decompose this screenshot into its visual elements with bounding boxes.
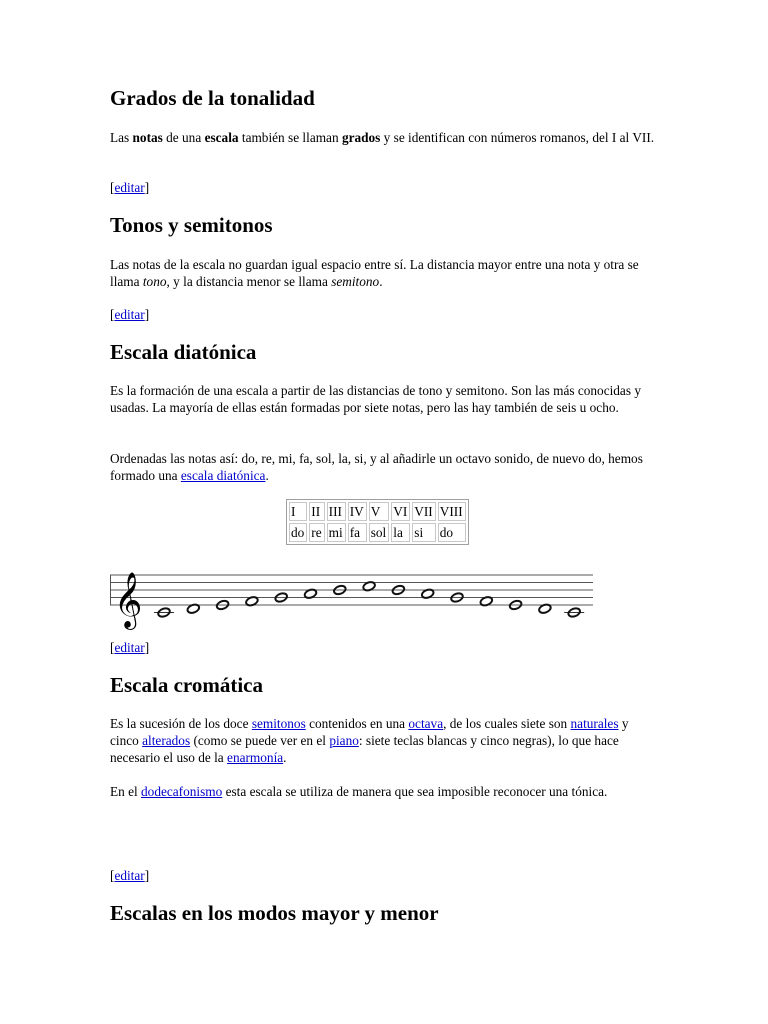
numeral-cell: IV (348, 502, 367, 521)
edit-link-3: [editar] (110, 640, 150, 655)
paragraph-diatonica-1: Es la formación de una escala a partir de las distancias de tono y semitono. Son las más conocidas y usadas. La mayoría de ellas están formadas por siete notas, pero las hay también de seis u ocho. (110, 383, 641, 415)
note-cell: sol (369, 523, 390, 542)
link-enarmonia[interactable]: enarmonía (227, 750, 284, 765)
heading-grados: Grados de la tonalidad (110, 86, 315, 110)
link-semitonos[interactable]: semitonos (251, 716, 306, 731)
staff-lines (110, 575, 593, 605)
edit-link-4: [editar] (110, 868, 150, 883)
edit-link-2: [editar] (110, 307, 150, 322)
link-alterados[interactable]: alterados (142, 733, 191, 748)
grades-table (286, 499, 469, 545)
note-cell: do (289, 523, 307, 542)
note-cell: la (391, 523, 410, 542)
heading-tonos: Tonos y semitonos (110, 213, 273, 237)
numeral-cell: III (327, 502, 346, 521)
numeral-cell: I (289, 502, 307, 521)
numeral-cell: VIII (438, 502, 466, 521)
paragraph-cromatica-1: Es la sucesión de los doce semitonos contenidos en una octava, de los cuales siete son naturales y cinco alterados (como se puede ver en el piano: siete teclas blancas y cinco negras), lo que hace necesario el uso de la enarmonía. (110, 716, 629, 765)
paragraph-diatonica-2: Ordenadas las notas así: do, re, mi, fa, sol, la, si, y al añadirle un octavo sonido, de nuevo do, hemos formado una escala diatónica. (110, 451, 643, 483)
diatonic-scale-staff (110, 560, 600, 630)
link-escala-diatonica[interactable]: escala diatónica (180, 468, 266, 483)
paragraph-grados: Las notas de una escala también se llaman grados y se identifican con números romanos, del I al VII. (110, 130, 655, 145)
link-octava[interactable]: octava (408, 716, 444, 731)
note-cell: re (309, 523, 324, 542)
note-cell: do (438, 523, 466, 542)
edit-link[interactable]: editar (114, 307, 145, 322)
heading-modos: Escalas en los modos mayor y menor (110, 901, 439, 925)
treble-clef-icon: 𝄞 (114, 572, 143, 628)
bold-grados: grados (341, 130, 381, 145)
link-naturales[interactable]: naturales (570, 716, 619, 731)
link-piano[interactable]: piano (329, 733, 359, 748)
edit-link[interactable]: editar (114, 868, 145, 883)
numeral-cell: VI (391, 502, 410, 521)
heading-diatonica: Escala diatónica (110, 340, 257, 364)
note-cell: si (412, 523, 435, 542)
edit-link-1: [editar] (110, 180, 150, 195)
numeral-cell: VII (412, 502, 435, 521)
paragraph-cromatica-2: En el dodecafonismo esta escala se utiliza de manera que sea imposible reconocer una tónica. (110, 784, 608, 799)
note-cell: mi (327, 523, 346, 542)
staff-notes (154, 581, 584, 618)
note-cell: fa (348, 523, 367, 542)
notes-row (289, 523, 466, 542)
bold-escala: escala (204, 130, 239, 145)
edit-link[interactable]: editar (114, 180, 145, 195)
edit-link[interactable]: editar (114, 640, 145, 655)
link-dodecafonismo[interactable]: dodecafonismo (141, 784, 223, 799)
numerals-row (289, 502, 466, 521)
numeral-cell: V (369, 502, 390, 521)
bold-notas: notas (132, 130, 163, 145)
paragraph-tonos: Las notas de la escala no guardan igual espacio entre sí. La distancia mayor entre una nota y otra se llama tono, y la distancia menor se llama semitono. (110, 257, 639, 289)
heading-cromatica: Escala cromática (110, 673, 263, 697)
numeral-cell: II (309, 502, 324, 521)
